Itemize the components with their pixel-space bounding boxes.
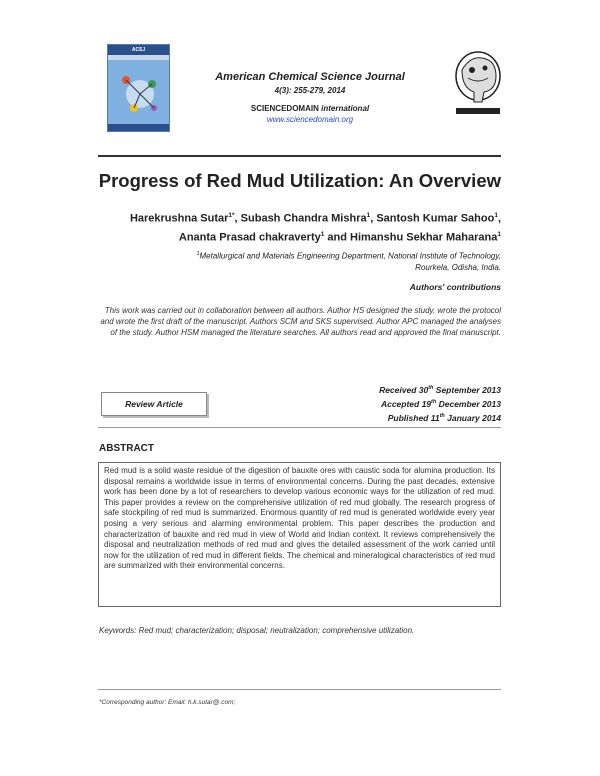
section-divider — [98, 427, 501, 428]
article-dates — [300, 382, 501, 423]
contributions-heading: Authors' contributions — [409, 282, 501, 292]
publisher-name: SCIENCEDOMAIN — [250, 104, 319, 113]
author-affiliation-mark: 1* — [228, 212, 235, 219]
affiliation-line-1: Metallurgical and Materials Engineering Department, National Institute of Technology, — [199, 251, 501, 261]
abstract-box — [98, 462, 501, 607]
author-name: Harekrushna Sutar — [129, 212, 229, 225]
author-name: Subash Chandra Mishra — [240, 212, 367, 225]
article-type-badge: Review Article — [101, 392, 207, 416]
publisher — [180, 104, 440, 113]
journal-name: American Chemical Science Journal — [215, 71, 405, 83]
journal-volume: 4(3): 255-279, 2014 — [274, 86, 346, 95]
author-name: Himanshu Sekhar Maharana — [350, 231, 498, 244]
affiliation-line-2: Rourkela, Odisha, India. — [415, 262, 501, 272]
accepted-date: Accepted 19th December 2013 — [380, 398, 501, 409]
publisher-logo-icon — [452, 48, 504, 122]
author-line-1: Harekrushna Sutar$^{1*}$, Subash Chandra Mishra$^1$, Santosh Kumar Sahoo$^1$, — [129, 212, 501, 225]
publisher-suffix: international — [321, 104, 370, 113]
article-title: Progress of Red Mud Utilization: An Overview — [98, 170, 501, 191]
affiliation-mark: 1 — [196, 251, 200, 257]
molecule-graphic — [108, 60, 170, 132]
author-name: Ananta Prasad chakraverty — [178, 231, 321, 244]
author-affiliation-mark: 1 — [366, 212, 371, 219]
received-date: Received 30th September 2013 — [379, 384, 501, 395]
author-name: Santosh Kumar Sahoo — [376, 212, 495, 225]
corresponding-author-footnote: *Corresponding author: Email: h.k.sutar@.com; — [99, 699, 236, 706]
journal-cover-image — [107, 44, 170, 132]
contributions-text: This work was carried out in collaboration between all authors. Author HS designed the study, wrote the protocol and wrote the first draft of the manuscript. Authors SCM and SKS supervised. Author APC managed the analyses of the study. Author HSM managed the literature searches. All authors read and approved the final manuscript. — [100, 306, 501, 337]
journal-website-link[interactable]: www.sciencedomain.org — [266, 115, 354, 124]
author-affiliation-mark: 1 — [320, 230, 325, 238]
abstract-text: Red mud is a solid waste residue of the digestion of bauxite ores with caustic soda for alumina production. Its disposal remains a worldwide issue in terms of environmental concerns. During the past decades, extensive work has been done by a lot of researchers to develop various economic ways for the utilization of red mud. This paper provides a review on the comprehensive utilization of red mud globally. The research progress of safe stockpiling of red mud is summarized. Enormous quantity of red mud is generated worldwide every year posing a very serious and alarming environmental problem. This paper describes the production and characterization of bauxite and red mud in view of World and Indian context. It reviews comprehensively the disposal and neutralization methods of red mud and gives the detailed assessment of the work carried until now for the utilization of red mud in different fields. The chemical and mineralogical characteristics of red mud are summarized with their environmental concerns. — [104, 466, 495, 571]
author-affiliation-mark: 1 — [494, 212, 498, 219]
footnote-divider — [98, 689, 501, 690]
keywords: Keywords: Red mud; characterization; disposal; neutralization; comprehensive utilization. — [99, 626, 415, 635]
cover-label: ACSJ — [108, 45, 169, 55]
header-divider — [98, 155, 501, 157]
author-list — [98, 208, 501, 245]
affiliation — [98, 249, 501, 273]
author-affiliation-mark: 1 — [497, 230, 501, 238]
author-line-2: Ananta Prasad chakraverty$^1$ and Himanshu Sekhar Maharana$^1$ — [178, 230, 501, 244]
abstract-heading: ABSTRACT — [99, 443, 154, 454]
published-date: Published 11th January 2014 — [387, 412, 501, 423]
